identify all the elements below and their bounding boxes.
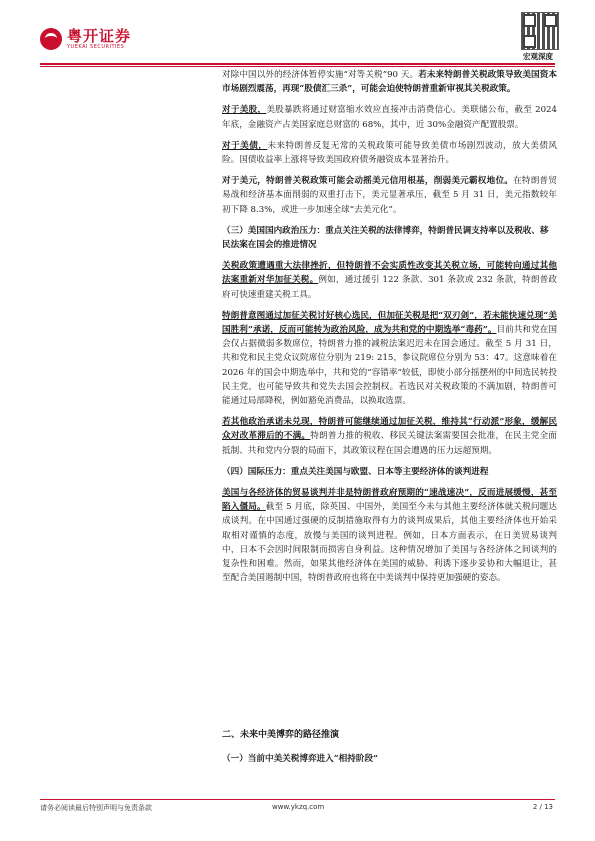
qr-code-icon — [521, 12, 559, 50]
paragraph: 对于美股，美股暴跌将通过财富缩水效应直接冲击消费信心。美联储公布，截至 2024 年底，金融资产占美国家庭总财富的 68%，其中，近 30%金融资产配置股票。 — [222, 105, 557, 130]
page-number: 2 / 13 — [532, 803, 553, 811]
paragraph: 对除中国以外的经济体暂停实施“对等关税”90 天。若未来特朗普关税政策导致美国资本市场剧烈震荡，再现“股债汇三杀”，可能会迫使特朗普重新审视其关税政策。 — [222, 70, 557, 95]
section-heading: （一）当前中美关税博弈进入“相持阶段” — [222, 754, 378, 764]
footer-divider — [40, 799, 555, 800]
brand-logo — [40, 28, 131, 50]
header-divider-thin — [40, 66, 555, 67]
footer-disclaimer: 请务必阅读最后特别声明与免责条款 — [40, 804, 152, 812]
paragraph: 对于美债，未来特朗普反复无常的关税政策可能导致美债市场剧烈波动，放大美债风险。国债收益率上涨将导致美国政府债务融资成本显著抬升。 — [222, 140, 557, 166]
paragraph: 若其他政治承诺未兑现，特朗普可能继续通过加征关税，维持其“行动派”形象，缓解民众对改革滞后的不满。特朗普力推的税收、移民关键法案需要国会批准，在民主党全面抵制、共和党内分裂的局面下，其政策议程在国会遭遇的压力远超预期。 — [222, 417, 557, 456]
paragraph: 对于美元，特朗普关税政策可能会动摇美元信用根基，削弱美元霸权地位。在特朗普贸易战和经济基本面削弱的双重打击下，美元显著承压，截至 5 月 31 日，美元指数较年初下降 8.3%，或进一步加速全球“去美元化”。 — [222, 176, 557, 215]
brand-name-en: YUEKAI SECURITIES — [67, 44, 125, 50]
brand-name-cn: 粤开证券 — [67, 27, 132, 45]
paragraph: 美国与各经济体的贸易谈判并非是特朗普政府预期的“速战速决”，反而进展缓慢，甚至陷入僵局。截至 5 月底，除英国、中国外，美国至今未与其他主要经济体就关税问题达成谈判。在中国通过强硬的反制措施取得有力的谈判成果后，其他主要经济体也开始采取相对谨慎的态度，放慢与美国的谈判进程。例如，日本方面表示，在日美贸易谈判中，日本不会因时间限制而损害自身利益。这种情况增加了美国与各经济体之间谈判的复杂性和困难。然而，如果其他经济体在美国的威胁、利诱下逐步妥协和大幅退让，甚至配合美国遏制中国，特朗普政府也将在中美谈判中保持更加强硬的姿态。 — [222, 488, 557, 584]
section-heading: （三）美国国内政治压力：重点关注关税的法律博弈，特朗普民调支持率以及税收、移民法案在国会的推进情况 — [222, 225, 549, 251]
paragraph: 关税政策遭遇重大法律挫折，但特朗普不会实质性改变其关税立场，可能转向通过其他法案重新对华加征关税。例如，通过援引 122 条款、301 条款或 232 条款，特朗普政府可快速重建关税工具。 — [222, 261, 557, 300]
logo-icon — [40, 28, 62, 50]
chapter-heading: 二、未来中美博弈的路径推演 — [222, 730, 340, 740]
main-content — [222, 68, 557, 593]
paragraph: 特朗普意图通过加征关税讨好核心选民，但加征关税是把“双刃剑”，若未能快速兑现“美国胜利”承诺，反而可能转为政治风险，成为共和党的中期选举“毒药”。目前共和党在国会仅占据微弱多数席位，特朗普力推的减税法案迟迟未在国会通过。截至 5 月 31 日，共和党和民主党众议院席位分别为 219: 215，参议院席位分别为 53：47。这意味着在 2026 年的国会中期选举中，共和党的“容错率”较低，即使小部分摇摆州的中间选民转投民主党，也可能导致共和党失去国会控制权。若选民对关税政策的不满加剧，特朗普可能通过局部降税，例如豁免消费品，以换取选票。 — [222, 310, 557, 407]
footer-url[interactable]: www.ykzq.com — [272, 803, 325, 811]
header-divider — [40, 63, 555, 65]
section-tag: 宏观深度 — [523, 52, 553, 61]
section-heading: （四）国际压力：重点关注美国与欧盟、日本等主要经济体的谈判进程 — [222, 466, 489, 477]
page-header — [0, 0, 595, 68]
